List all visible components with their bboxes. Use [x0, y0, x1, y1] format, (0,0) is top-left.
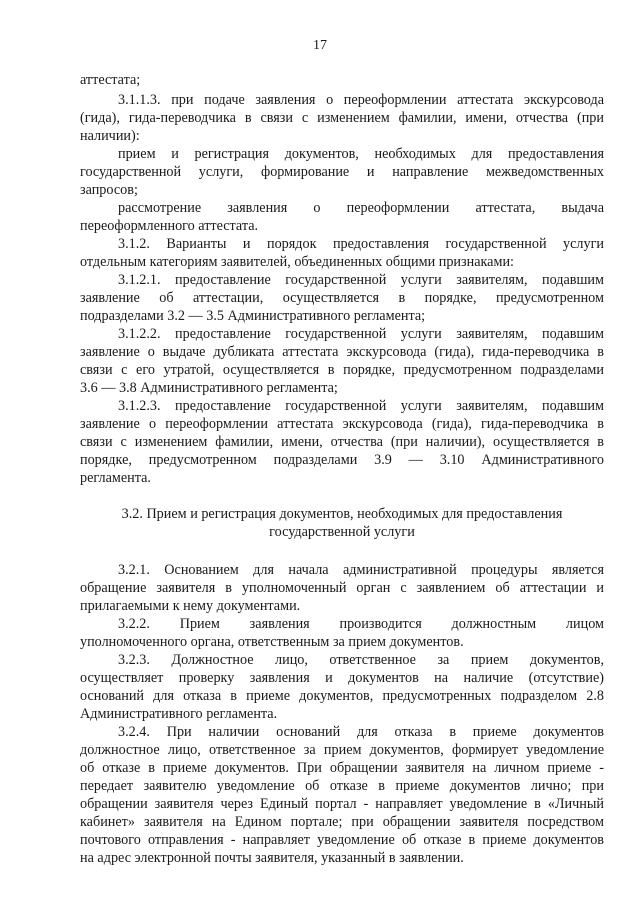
text-line: об отказе в приеме документов. При обращении заявителя на личном приеме -: [80, 760, 604, 776]
text-line: прием и регистрация документов, необходимых для предоставления: [118, 146, 604, 162]
text-line: 3.6 — 3.8 Административного регламента;: [80, 380, 338, 396]
text-line: 3.1.2. Варианты и порядок предоставления государственной услуги: [118, 236, 604, 252]
text-line: заявление об аттестации, осуществляется в порядке, предусмотренном: [80, 290, 604, 306]
text-line: передает заявителю уведомление об отказе в приеме документов лично; при: [80, 778, 604, 794]
text-line: 3.1.2.1. предоставление государственной услуги заявителям, подавшим: [118, 272, 604, 288]
text-line: прилагаемыми к нему документами.: [80, 598, 301, 614]
text-line: связи с его утратой, осуществляется в порядке, предусмотренном подразделами: [80, 362, 604, 378]
section-heading: государственной услуги: [269, 524, 415, 540]
text-line: подразделами 3.2 — 3.5 Административного регламента;: [80, 308, 426, 324]
text-line: аттестата;: [80, 72, 141, 88]
text-line: рассмотрение заявления о переоформлении аттестата, выдача: [118, 200, 604, 216]
text-line: 3.2.4. При наличии оснований для отказа в приеме документов: [118, 724, 604, 740]
text-line: запросов;: [80, 182, 138, 198]
text-line: отдельным категориям заявителей, объединенных общими признаками:: [80, 254, 514, 270]
text-line: кабинет» заявителя на Едином портале; при обращении заявителя посредством: [80, 814, 604, 830]
text-line: заявление о переоформлении аттестата экскурсовода (гида), гида-переводчика в: [80, 416, 604, 432]
text-line: оснований для отказа в приеме документов, предусмотренных подразделом 2.8: [80, 688, 604, 704]
text-line: порядке, предусмотренном подразделами 3.9 — 3.10 Административного: [80, 452, 604, 468]
text-line: государственной услуги, формирование и направление межведомственных: [80, 164, 604, 180]
text-line: осуществляет проверку заявления и документов на наличие (отсутствие): [80, 670, 604, 686]
text-line: регламента.: [80, 470, 151, 486]
text-line: обращении заявителя через Единый портал - направляет уведомление в «Личный: [80, 796, 604, 812]
text-line: обращение заявителя в уполномоченный орган с заявлением об аттестации и: [80, 580, 604, 596]
text-line: Административного регламента.: [80, 706, 278, 722]
page-number: 17: [313, 38, 327, 53]
text-line: на адрес электронной почты заявителя, указанный в заявлении.: [80, 850, 464, 866]
text-line: (гида), гида-переводчика в связи с изменением фамилии, имени, отчества (при: [80, 110, 604, 126]
text-line: 3.2.3. Должностное лицо, ответственное за прием документов,: [118, 652, 604, 668]
text-line: 3.1.2.3. предоставление государственной услуги заявителям, подавшим: [118, 398, 604, 414]
section-heading: 3.2. Прием и регистрация документов, необходимых для предоставления: [121, 506, 563, 522]
text-line: 3.1.2.2. предоставление государственной услуги заявителям, подавшим: [118, 326, 604, 342]
text-line: должностное лицо, ответственное за прием документов, формирует уведомление: [80, 742, 604, 758]
text-line: 3.2.2. Прием заявления производится должностным лицом: [118, 616, 604, 632]
text-line: связи с изменением фамилии, имени, отчества (при наличии), осуществляется в: [80, 434, 604, 450]
text-line: 3.1.1.3. при подаче заявления о переоформлении аттестата экскурсовода: [118, 92, 604, 108]
text-line: наличии):: [80, 128, 140, 144]
text-line: почтового отправления - направляет уведомление об отказе в приеме документов: [80, 832, 604, 848]
text-line: переоформленного аттестата.: [80, 218, 259, 234]
text-line: уполномоченного органа, ответственным за прием документов.: [80, 634, 464, 650]
text-line: заявление о выдаче дубликата аттестата экскурсовода (гида), гида-переводчика в: [80, 344, 604, 360]
text-line: 3.2.1. Основанием для начала административной процедуры является: [118, 562, 604, 578]
